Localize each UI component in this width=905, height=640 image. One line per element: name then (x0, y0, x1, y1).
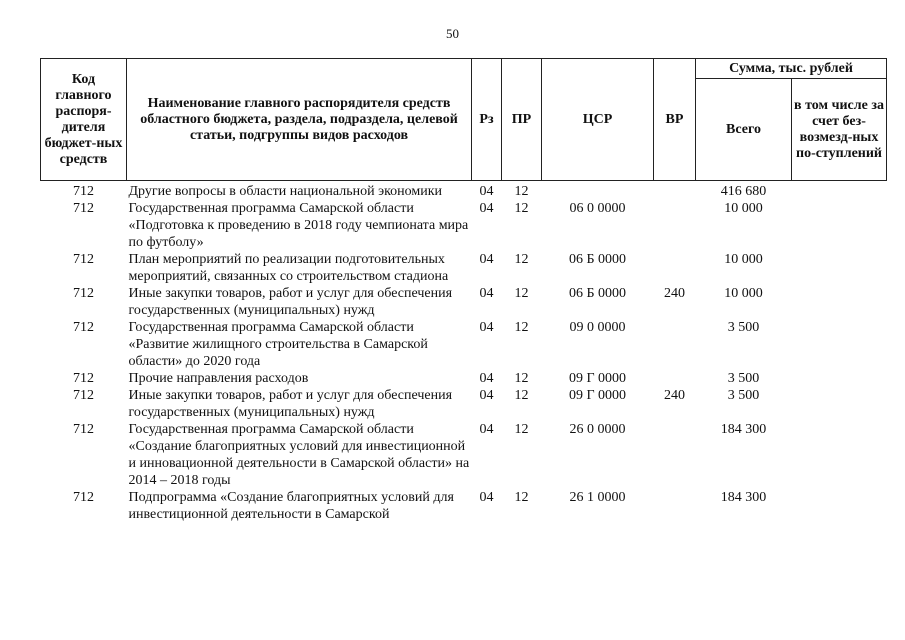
row-csr: 06 0 0000 (569, 201, 626, 216)
row-pr: 12 (514, 252, 529, 267)
row-name: Иные закупки товаров, работ и услуг для обеспечения государственных (муниципальных) нужд (128, 286, 453, 318)
row-free (792, 370, 887, 387)
row-rz: 04 (479, 286, 494, 301)
table-header (41, 59, 887, 181)
row-total: 10 000 (724, 286, 763, 301)
row-free (792, 319, 887, 370)
header-csr: ЦСР (542, 59, 654, 181)
header-total: Всего (696, 79, 792, 181)
row-csr: 06 Б 0000 (568, 252, 627, 267)
row-rz: 04 (479, 184, 494, 199)
row-vr: 240 (664, 286, 685, 301)
row-name: Подпрограмма «Создание благоприятных условий для инвестиционной деятельности в Самарской (128, 490, 454, 522)
table-row (41, 200, 887, 251)
row-pr: 12 (514, 201, 529, 216)
row-vr: 240 (664, 388, 685, 403)
page-number: 50 (446, 26, 459, 41)
row-code: 712 (73, 490, 94, 505)
row-pr: 12 (514, 388, 529, 403)
row-rz: 04 (479, 320, 494, 335)
row-code: 712 (73, 422, 94, 437)
row-csr: 06 Б 0000 (568, 286, 627, 301)
row-csr: 09 Г 0000 (568, 388, 627, 403)
row-vr (654, 181, 696, 201)
row-total: 3 500 (727, 371, 760, 386)
row-csr (542, 181, 654, 201)
row-free (792, 421, 887, 489)
row-rz: 04 (479, 252, 494, 267)
row-name: Государственная программа Самарской области «Развитие жилищного строительства в Самарской области» до 2020 года (128, 320, 428, 369)
header-code: Код главного распоря-дителя бюджет-ных средств (41, 59, 127, 181)
table-row (41, 181, 887, 201)
row-rz: 04 (479, 490, 494, 505)
table-row (41, 285, 887, 319)
budget-table (40, 58, 887, 523)
row-pr: 12 (514, 371, 529, 386)
row-vr (654, 370, 696, 387)
row-name: Государственная программа Самарской области «Создание благоприятных условий для инвестиционной и инновационной деятельности в Самарской области» на 2014 – 2018 годы (128, 422, 470, 488)
table-row (41, 421, 887, 489)
row-name: Иные закупки товаров, работ и услуг для обеспечения государственных (муниципальных) нужд (128, 388, 453, 420)
row-csr: 09 Г 0000 (568, 371, 627, 386)
row-total: 416 680 (720, 184, 767, 199)
table-row (41, 489, 887, 523)
row-name: План мероприятий по реализации подготовительных мероприятий, связанных со строительством стадиона (128, 252, 449, 284)
header-rz: Рз (472, 59, 502, 181)
header-name: Наименование главного распорядителя средств областного бюджета, раздела, подраздела, целевой статьи, подгруппы видов расходов (127, 59, 472, 181)
row-total: 3 500 (727, 320, 760, 335)
row-vr (654, 489, 696, 523)
row-csr: 09 0 0000 (569, 320, 626, 335)
row-total: 10 000 (724, 201, 763, 216)
row-rz: 04 (479, 388, 494, 403)
header-sum: Сумма, тыс. рублей (696, 59, 887, 79)
row-pr: 12 (514, 286, 529, 301)
table-row (41, 251, 887, 285)
row-free (792, 181, 887, 201)
row-pr: 12 (514, 320, 529, 335)
row-free (792, 200, 887, 251)
row-code: 712 (73, 388, 94, 403)
row-csr: 26 0 0000 (569, 422, 626, 437)
row-rz: 04 (479, 422, 494, 437)
row-vr (654, 319, 696, 370)
row-csr: 26 1 0000 (569, 490, 626, 505)
row-vr (654, 251, 696, 285)
table-row (41, 319, 887, 370)
row-name: Прочие направления расходов (128, 371, 309, 386)
table-row (41, 370, 887, 387)
row-rz: 04 (479, 201, 494, 216)
row-total: 3 500 (727, 388, 760, 403)
row-vr (654, 200, 696, 251)
header-pr: ПР (502, 59, 542, 181)
row-pr: 12 (514, 422, 529, 437)
header-vr: ВР (654, 59, 696, 181)
row-free (792, 489, 887, 523)
row-code: 712 (73, 371, 94, 386)
row-free (792, 251, 887, 285)
row-pr: 12 (514, 184, 529, 199)
row-name: Государственная программа Самарской области «Подготовка к проведению в 2018 году чемпионата мира по футболу» (128, 201, 469, 250)
row-total: 184 300 (720, 490, 767, 505)
row-code: 712 (73, 184, 94, 199)
row-free (792, 387, 887, 421)
header-free: в том числе за счет без-возмезд-ных по-ступлений (792, 79, 887, 181)
row-code: 712 (73, 201, 94, 216)
row-name: Другие вопросы в области национальной экономики (128, 184, 443, 199)
row-code: 712 (73, 286, 94, 301)
row-free (792, 285, 887, 319)
row-code: 712 (73, 320, 94, 335)
row-rz: 04 (479, 371, 494, 386)
row-code: 712 (73, 252, 94, 267)
row-total: 10 000 (724, 252, 763, 267)
table-row (41, 387, 887, 421)
row-vr (654, 421, 696, 489)
row-pr: 12 (514, 490, 529, 505)
row-total: 184 300 (720, 422, 767, 437)
